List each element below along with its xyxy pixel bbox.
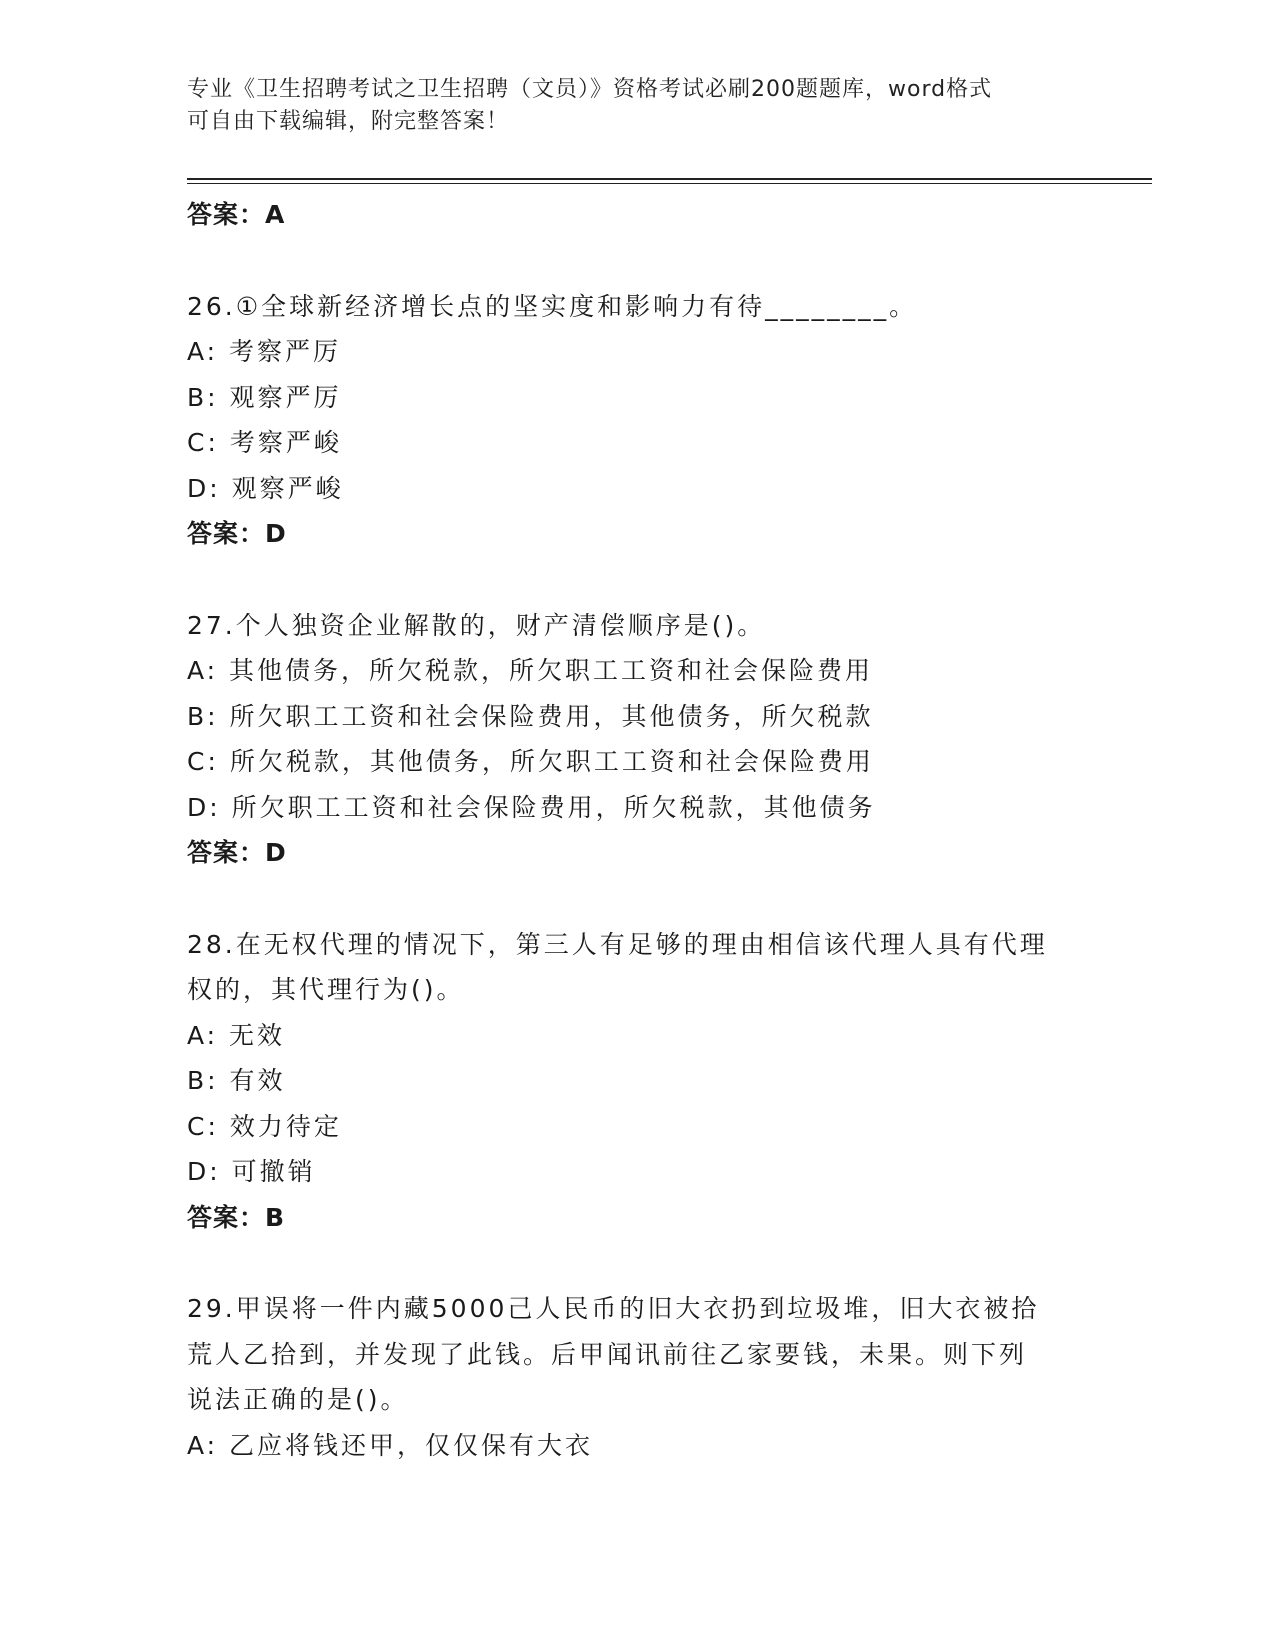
question-text-line-1: 28.在无权代理的情况下，第三人有足够的理由相信该代理人具有代理 xyxy=(187,929,1048,959)
option-a: A: 无效 xyxy=(187,1020,286,1050)
document-body xyxy=(187,192,1087,1468)
question-text-line-1: 29.甲误将一件内藏5000己人民币的旧大衣扔到垃圾堆，旧大衣被拾 xyxy=(187,1294,1040,1323)
question-text: 26.①全球新经济增长点的坚实度和影响力有待________。 xyxy=(187,291,918,321)
question-29 xyxy=(187,1286,1087,1468)
question-28 xyxy=(187,922,1087,1241)
option-c: C: 效力待定 xyxy=(187,1111,342,1141)
answer-label: 答案：B xyxy=(187,1202,286,1232)
document-header xyxy=(187,74,1067,138)
option-c: C: 考察严峻 xyxy=(187,428,342,457)
header-line-2: 可自由下载编辑，附完整答案！ xyxy=(187,109,510,134)
option-d: D: 观察严峻 xyxy=(187,473,344,503)
option-d: D: 所欠职工工资和社会保险费用，所欠税款，其他债务 xyxy=(187,792,876,822)
question-27 xyxy=(187,603,1087,876)
option-a: A: 其他债务，所欠税款，所欠职工工资和社会保险费用 xyxy=(187,656,874,685)
option-b: B: 所欠职工工资和社会保险费用，其他债务，所欠税款 xyxy=(187,701,874,731)
question-26 xyxy=(187,284,1087,557)
option-b: B: 有效 xyxy=(187,1066,286,1095)
question-text-line-2: 权的，其代理行为()。 xyxy=(187,975,465,1004)
header-divider-thin xyxy=(187,183,1152,184)
option-a: A: 乙应将钱还甲，仅仅保有大衣 xyxy=(187,1430,594,1460)
answer-label: 答案：D xyxy=(187,838,287,867)
question-text-line-2: 荒人乙拾到，并发现了此钱。后甲闻讯前往乙家要钱，未果。则下列 xyxy=(187,1339,1028,1369)
question-text-line-3: 说法正确的是()。 xyxy=(187,1385,409,1414)
answer-label: 答案：D xyxy=(187,519,287,548)
option-b: B: 观察严厉 xyxy=(187,382,342,412)
question-text: 27.个人独资企业解散的，财产清偿顺序是()。 xyxy=(187,610,766,640)
header-divider-thick xyxy=(187,178,1152,180)
header-line-1: 专业《卫生招聘考试之卫生招聘（文员）》资格考试必刷200题题库，word格式 xyxy=(187,77,993,102)
option-a: A: 考察严厉 xyxy=(187,337,342,366)
option-d: D: 可撤销 xyxy=(187,1157,316,1186)
previous-answer: 答案：A xyxy=(187,200,286,229)
option-c: C: 所欠税款，其他债务，所欠职工工资和社会保险费用 xyxy=(187,747,874,776)
